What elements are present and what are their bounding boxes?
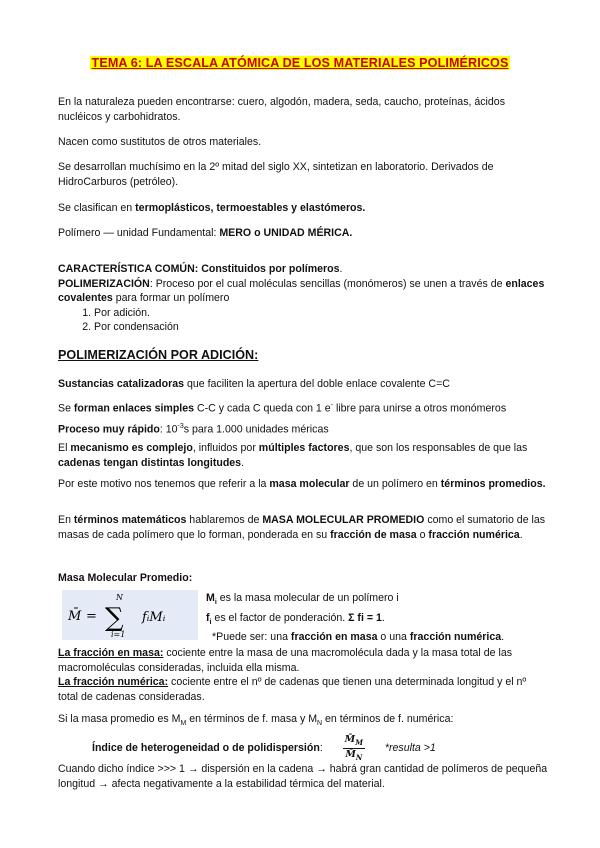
adicion-s2-wrap (58, 399, 548, 416)
sigma-symbol: ∑ (105, 603, 124, 633)
intro-paragraph-3: Se desarrollan muchísimo en la 2º mitad del siglo XX, sintetizan en laboratorio. Derivados de HidroCarburos (petróleo). (58, 161, 494, 188)
polimerizacion-paragraph (58, 277, 548, 306)
subscript: M (355, 737, 363, 747)
text-span: es el factor de ponderación. (211, 611, 349, 624)
text-span: M̄ (345, 748, 356, 760)
adicion-sentence-5 (58, 477, 548, 492)
adicion-s3-wrap (58, 420, 548, 437)
text-span: para formar un polímero (112, 292, 230, 304)
indice-formula-line (92, 734, 548, 763)
definition-mi (206, 591, 548, 611)
text-span: *Puede ser: una (212, 631, 291, 644)
bold-span: términos matemáticos (73, 514, 187, 526)
bold-span: múltiples factores (258, 442, 350, 454)
text-span: como el sumatorio de las masas de cada polímero que lo forman, ponderada en su (58, 514, 546, 541)
text-span: de un polímero en (349, 478, 441, 490)
text-span: Se clasifican en (58, 202, 136, 214)
text-span: , influidos por (192, 442, 259, 454)
bold-span: POLIMERIZACIÓN (58, 277, 150, 290)
fraccion-numerica-label: La fracción numérica: (58, 676, 169, 688)
text-span: M̄ (344, 734, 356, 745)
text-span: En (58, 514, 74, 526)
adicion-sentence-2 (58, 399, 548, 416)
bold-span: MASA MOLECULAR PROMEDIO (262, 514, 425, 526)
formula-upper: N (116, 593, 123, 602)
text-span: o (416, 528, 429, 541)
text-span: en términos de f. masa y M (186, 713, 318, 725)
adicion-s5-wrap (58, 477, 548, 492)
formula-term: fᵢMᵢ (142, 610, 166, 625)
intro-paragraph-1: En la naturaleza pueden encontrarse: cuero, algodón, madera, seda, caucho, proteínas, ácidos nucléicos y carbohidratos. (58, 96, 505, 123)
adicion-sentence-3 (58, 420, 548, 437)
masa-definitions (206, 591, 548, 645)
fraccion-numerica (58, 675, 548, 704)
bold-span: M (206, 592, 215, 604)
section-heading-adicion: POLIMERIZACIÓN POR ADICIÓN: (58, 348, 259, 362)
indice-final: Cuando dicho índice >>> 1 → dispersión en la cadena → habrá gran cantidad de polímeros de pequeña longitud → afecta negativamente a la estabilidad térmica del material. (58, 763, 548, 790)
text-span: C-C y cada C queda con 1 e (194, 402, 331, 415)
adicion-sentence-1 (58, 377, 548, 392)
caracteristica-section (58, 262, 548, 335)
adicion-s1-wrap (58, 377, 548, 392)
text-span: Polímero — unidad Fundamental: (58, 227, 220, 239)
subscript: N (355, 752, 363, 762)
text-span: o una (377, 631, 410, 644)
text-span: : (319, 742, 323, 755)
bold-span: MERO o UNIDAD MÉRICA. (219, 227, 353, 239)
intro-p3-wrap (58, 160, 548, 189)
indice-note: *resulta >1 (384, 742, 436, 755)
fraccion-masa-label: La fracción en masa: (58, 647, 164, 659)
intro-p5-wrap (58, 226, 548, 241)
text-span: . (241, 456, 245, 469)
text-span: hablaremos de (186, 514, 263, 526)
indice-fraction (343, 734, 365, 763)
bold-span: Sustancias catalizadoras (58, 378, 185, 390)
bold-span: fracción en masa (290, 631, 378, 644)
text-span: . (519, 528, 523, 541)
text-span: . (501, 631, 505, 644)
fraction-denominator (343, 749, 365, 763)
formula-lhs: M̄ (68, 609, 82, 624)
masa-heading: Masa Molecular Promedio: (58, 572, 193, 584)
subscript: i (209, 618, 212, 626)
text-span: Si la masa promedio es M (58, 713, 181, 725)
text-span: cociente entre el nº de cadenas que tienen una determinada longitud y el nº total de cadenas consideradas. (58, 676, 527, 703)
intro-section (58, 95, 548, 124)
bold-span: Proceso muy rápido (58, 423, 160, 436)
bold-span: CARACTERÍSTICA COMÚN: Constituidos por polímeros (58, 263, 340, 275)
bold-span: fracción numérica (428, 528, 520, 541)
formula-box (62, 590, 198, 640)
formula-equals: = (86, 609, 97, 624)
list-item: 2. Por condensación (94, 320, 548, 335)
adicion-sentence-6 (58, 513, 548, 542)
text-span: . (381, 611, 385, 624)
bold-span: mecanismo es complejo (70, 442, 193, 454)
list-item: 1. Por adición. (94, 306, 548, 321)
intro-paragraph-4 (58, 201, 548, 216)
text-span: que faciliten la apertura del doble enlace covalente C=C (184, 378, 450, 390)
bold-span: fracción de masa (330, 528, 417, 541)
intro-p2-wrap (58, 135, 548, 150)
intro-paragraph-2: Nacen como sustitutos de otros materiales. (58, 136, 262, 148)
text-span: Por este motivo nos tenemos que referir a la (58, 478, 270, 490)
polimerizacion-list (58, 306, 548, 335)
formula-svg (62, 590, 198, 640)
fraction-numerator (343, 734, 365, 749)
indice-formula (92, 734, 548, 763)
superscript: - (330, 402, 333, 409)
definition-note (206, 630, 548, 645)
subscript: i (214, 599, 217, 607)
title-wrap (58, 0, 542, 70)
text-span: Se (58, 402, 74, 415)
bold-span: Σ fi = 1 (348, 611, 382, 624)
text-span: es la masa molecular de un polímero i (216, 592, 399, 604)
definition-fi (206, 611, 548, 631)
bold-span: f (206, 611, 210, 624)
text-span: cociente entre la masa de una macromolécula dada y la masa total de las macromoléculas consideradas, incluida ella misma. (58, 647, 513, 674)
text-span: . (339, 263, 343, 275)
adicion-heading-wrap (58, 348, 548, 363)
indice-final-wrap (58, 762, 548, 791)
bold-span: termoplásticos, termoestables y elastómeros. (135, 202, 366, 214)
text-span: El (58, 442, 71, 454)
text-span: : 10 (159, 423, 178, 436)
bold-span: cadenas tengan distintas longitudes (58, 456, 242, 469)
indice-intro-wrap (58, 712, 548, 732)
bold-span: términos promedios. (440, 478, 546, 490)
caracteristica-line (58, 262, 548, 277)
text-span: s para 1.000 unidades méricas (183, 423, 329, 436)
intro-paragraph-5 (58, 226, 548, 241)
formula-lower: i=1 (111, 630, 126, 639)
adicion-sentence-4 (58, 441, 548, 470)
fracciones-section (58, 646, 548, 704)
subscript: M (180, 720, 187, 728)
adicion-s6-wrap (58, 513, 548, 542)
bold-span: masa molecular (269, 478, 350, 490)
page-title: TEMA 6: LA ESCALA ATÓMICA DE LOS MATERIALES POLIMÉRICOS (91, 56, 509, 70)
indice-label: Índice de heterogeneidad o de polidispersión (92, 742, 320, 755)
fraccion-masa (58, 646, 548, 675)
text-span: : Proceso por el cual moléculas sencillas (monómeros) se unen a través de (149, 277, 506, 290)
indice-intro (58, 712, 548, 732)
text-span: libre para unirse a otros monómeros (333, 402, 507, 415)
subscript: N (317, 720, 323, 728)
text-span: , que son los responsables de que las (349, 442, 528, 454)
superscript: -3 (177, 423, 184, 430)
text-span: en términos de f. numérica: (322, 713, 454, 725)
bold-span: forman enlaces simples (73, 402, 195, 415)
bold-span: enlaces covalentes (58, 277, 545, 304)
adicion-s4-wrap (58, 441, 548, 470)
bold-span: fracción numérica (409, 631, 502, 644)
masa-heading-wrap (58, 571, 548, 586)
intro-p4-wrap (58, 201, 548, 216)
